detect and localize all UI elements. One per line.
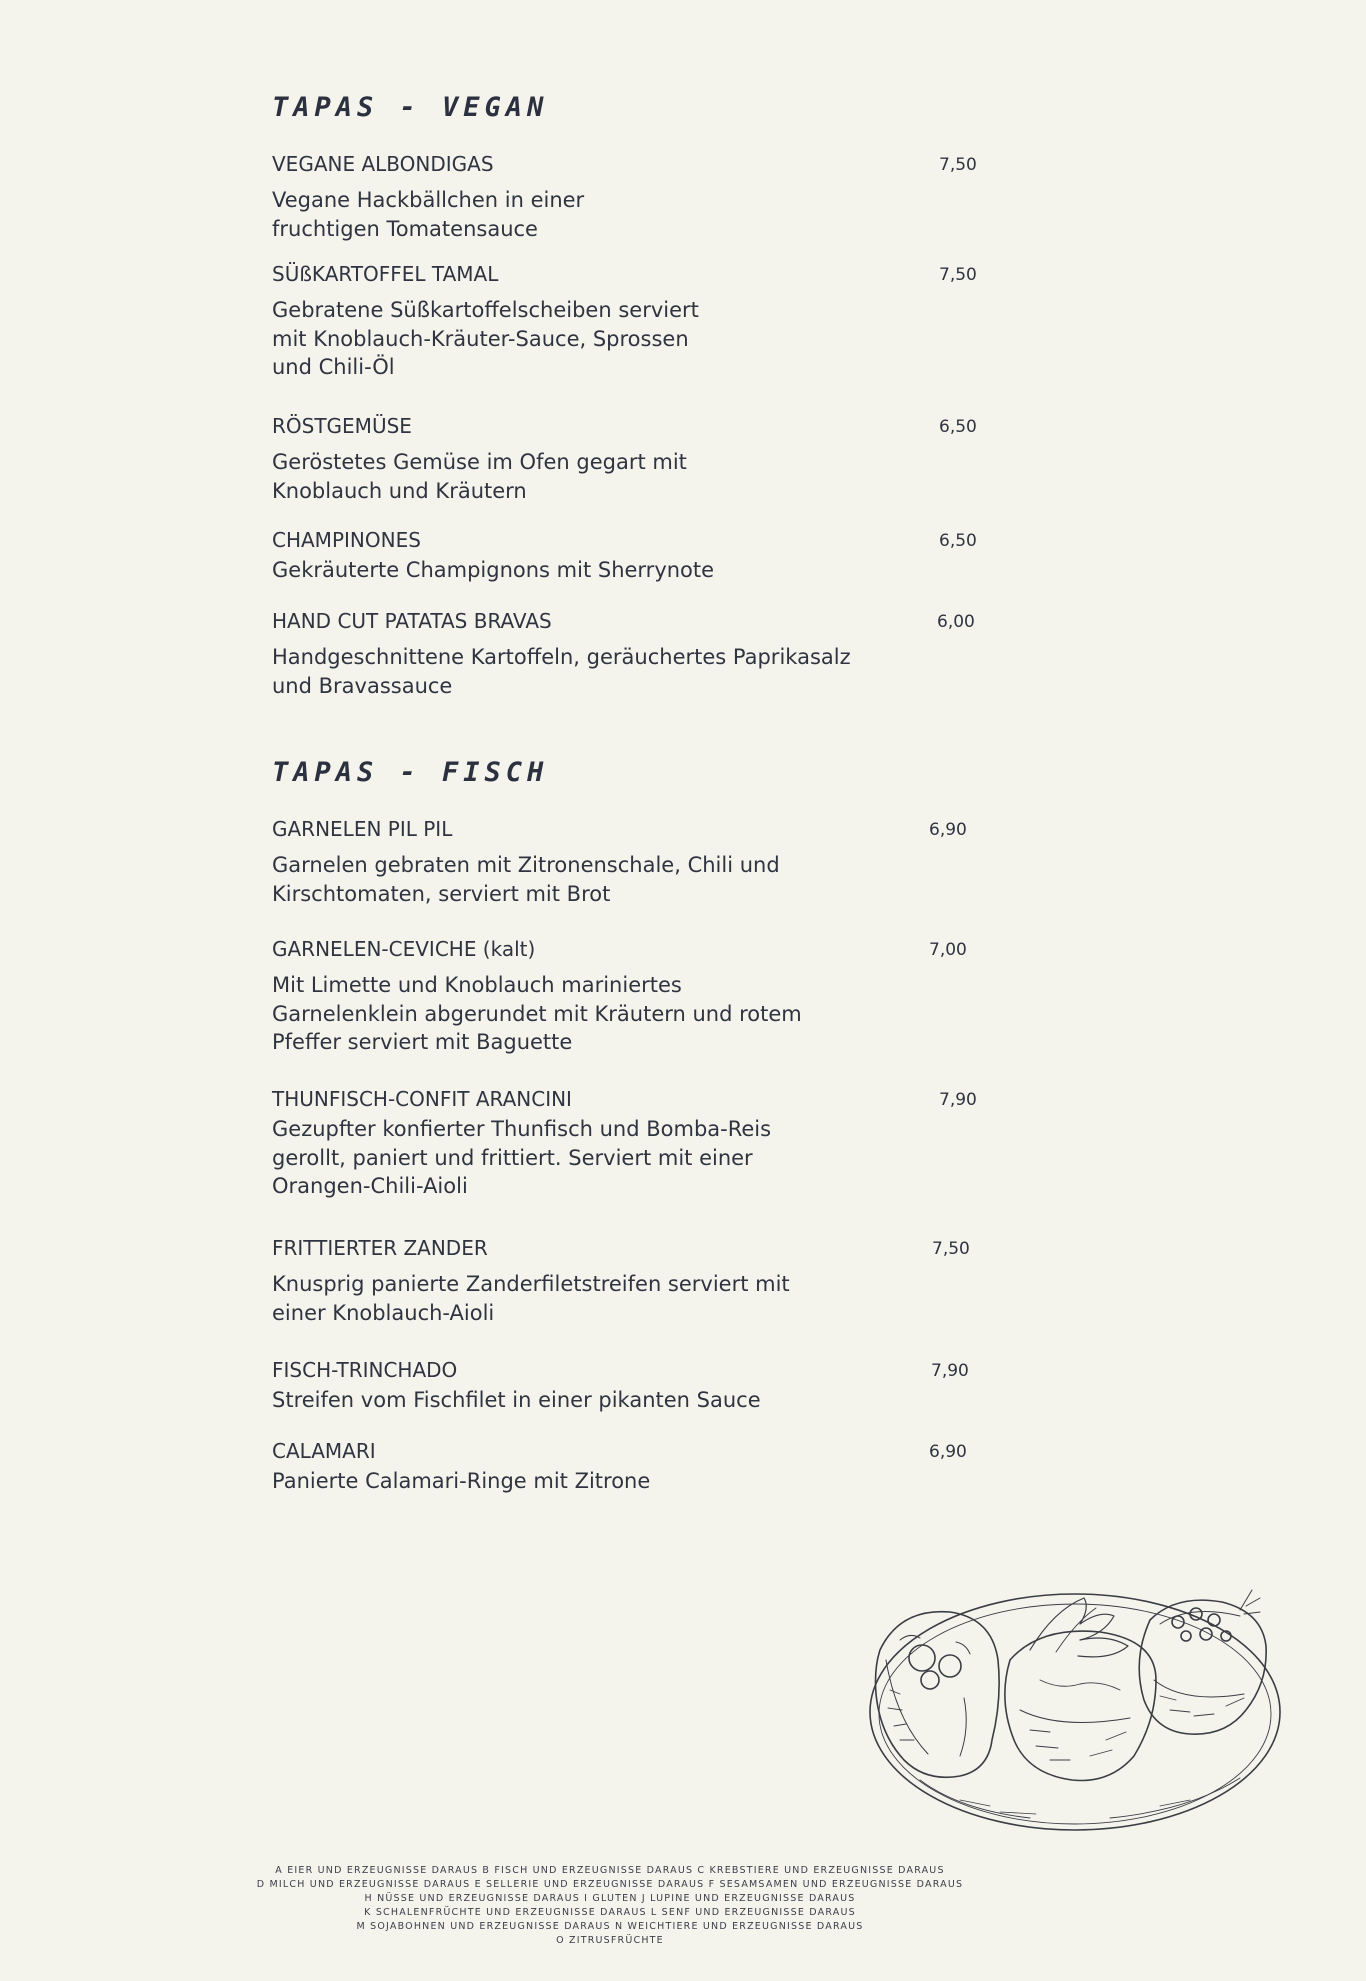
allergen-line: K SCHALENFRÜCHTE UND ERZEUGNISSE DARAUS L SENF UND ERZEUGNISSE DARAUS [364, 1907, 856, 1918]
menu-item [272, 1234, 992, 1327]
allergen-line: H NÜSSE UND ERZEUGNISSE DARAUS I GLUTEN J LUPINE UND ERZEUGNISSE DARAUS [364, 1893, 856, 1904]
menu-item [272, 607, 992, 700]
item-description: Mit Limette und Knoblauch mariniertes Garnelenklein abgerundet mit Kräutern und rotem Pfeffer serviert mit Baguette [272, 973, 802, 1054]
item-description: Gezupfter konfierter Thunfisch und Bomba-Reis gerollt, paniert und frittiert. Serviert mit einer Orangen-Chili-Aioli [272, 1117, 772, 1198]
item-price: 6,90 [929, 820, 967, 840]
menu-item [272, 1356, 992, 1415]
item-description: Garnelen gebraten mit Zitronenschale, Chili und Kirschtomaten, serviert mit Brot [272, 853, 780, 906]
menu-item [272, 150, 992, 243]
allergen-line: O ZITRUSFRÜCHTE [556, 1935, 664, 1946]
menu-item [272, 526, 992, 585]
item-name: FRITTIERTER ZANDER [272, 1236, 488, 1260]
section-title-vegan: TAPAS - VEGAN [272, 92, 549, 123]
item-price: 7,50 [939, 265, 977, 285]
menu-item [272, 815, 992, 908]
item-name: FISCH-TRINCHADO [272, 1358, 458, 1382]
item-name: GARNELEN PIL PIL [272, 817, 453, 841]
item-description: Handgeschnittene Kartoffeln, geräuchertes Paprikasalz und Bravassauce [272, 645, 851, 698]
allergen-line: D MILCH UND ERZEUGNISSE DARAUS E SELLERIE UND ERZEUGNISSE DARAUS F SESAMSAMEN UND ERZEUGNISSE DARAUS [256, 1879, 964, 1890]
menu-item [272, 935, 992, 1057]
item-description: Panierte Calamari-Ringe mit Zitrone [272, 1469, 651, 1493]
item-description: Streifen vom Fischfilet in einer pikanten Sauce [272, 1388, 761, 1412]
item-name: CHAMPINONES [272, 528, 421, 552]
item-price: 7,00 [929, 940, 967, 960]
item-price: 7,90 [931, 1361, 969, 1381]
item-price: 7,90 [939, 1090, 977, 1110]
item-description: Vegane Hackbällchen in einer fruchtigen Tomatensauce [272, 188, 585, 241]
section-title-fisch: TAPAS - FISCH [272, 757, 549, 788]
item-name: CALAMARI [272, 1439, 376, 1463]
item-description: Gebratene Süßkartoffelscheiben serviert mit Knoblauch-Kräuter-Sauce, Sprossen und Chili-Öl [272, 298, 699, 379]
item-description: Gekräuterte Champignons mit Sherrynote [272, 558, 715, 582]
allergen-line: A EIER UND ERZEUGNISSE DARAUS B FISCH UND ERZEUGNISSE DARAUS C KREBSTIERE UND ERZEUGNISSE DARAUS [275, 1865, 945, 1876]
item-name: RÖSTGEMÜSE [272, 414, 412, 438]
menu-item [272, 412, 992, 505]
item-name: VEGANE ALBONDIGAS [272, 152, 494, 176]
item-price: 6,50 [939, 531, 977, 551]
item-name: GARNELEN-CEVICHE (kalt) [272, 937, 536, 961]
menu-item [272, 1085, 992, 1201]
menu-item [272, 260, 992, 382]
item-description: Geröstetes Gemüse im Ofen gegart mit Knoblauch und Kräutern [272, 450, 687, 503]
menu-item [272, 1437, 992, 1496]
item-price: 7,50 [939, 155, 977, 175]
allergen-legend [240, 1864, 980, 1948]
item-name: THUNFISCH-CONFIT ARANCINI [272, 1087, 572, 1111]
item-description: Knusprig panierte Zanderfiletstreifen serviert mit einer Knoblauch-Aioli [272, 1272, 790, 1325]
item-name: HAND CUT PATATAS BRAVAS [272, 609, 552, 633]
item-price: 7,50 [932, 1239, 970, 1259]
item-name: SÜßKARTOFFEL TAMAL [272, 262, 499, 286]
item-price: 6,00 [937, 612, 975, 632]
tapas-plate-illustration [860, 1580, 1290, 1840]
item-price: 6,90 [929, 1442, 967, 1462]
item-price: 6,50 [939, 417, 977, 437]
allergen-line: M SOJABOHNEN UND ERZEUGNISSE DARAUS N WEICHTIERE UND ERZEUGNISSE DARAUS [356, 1921, 864, 1932]
